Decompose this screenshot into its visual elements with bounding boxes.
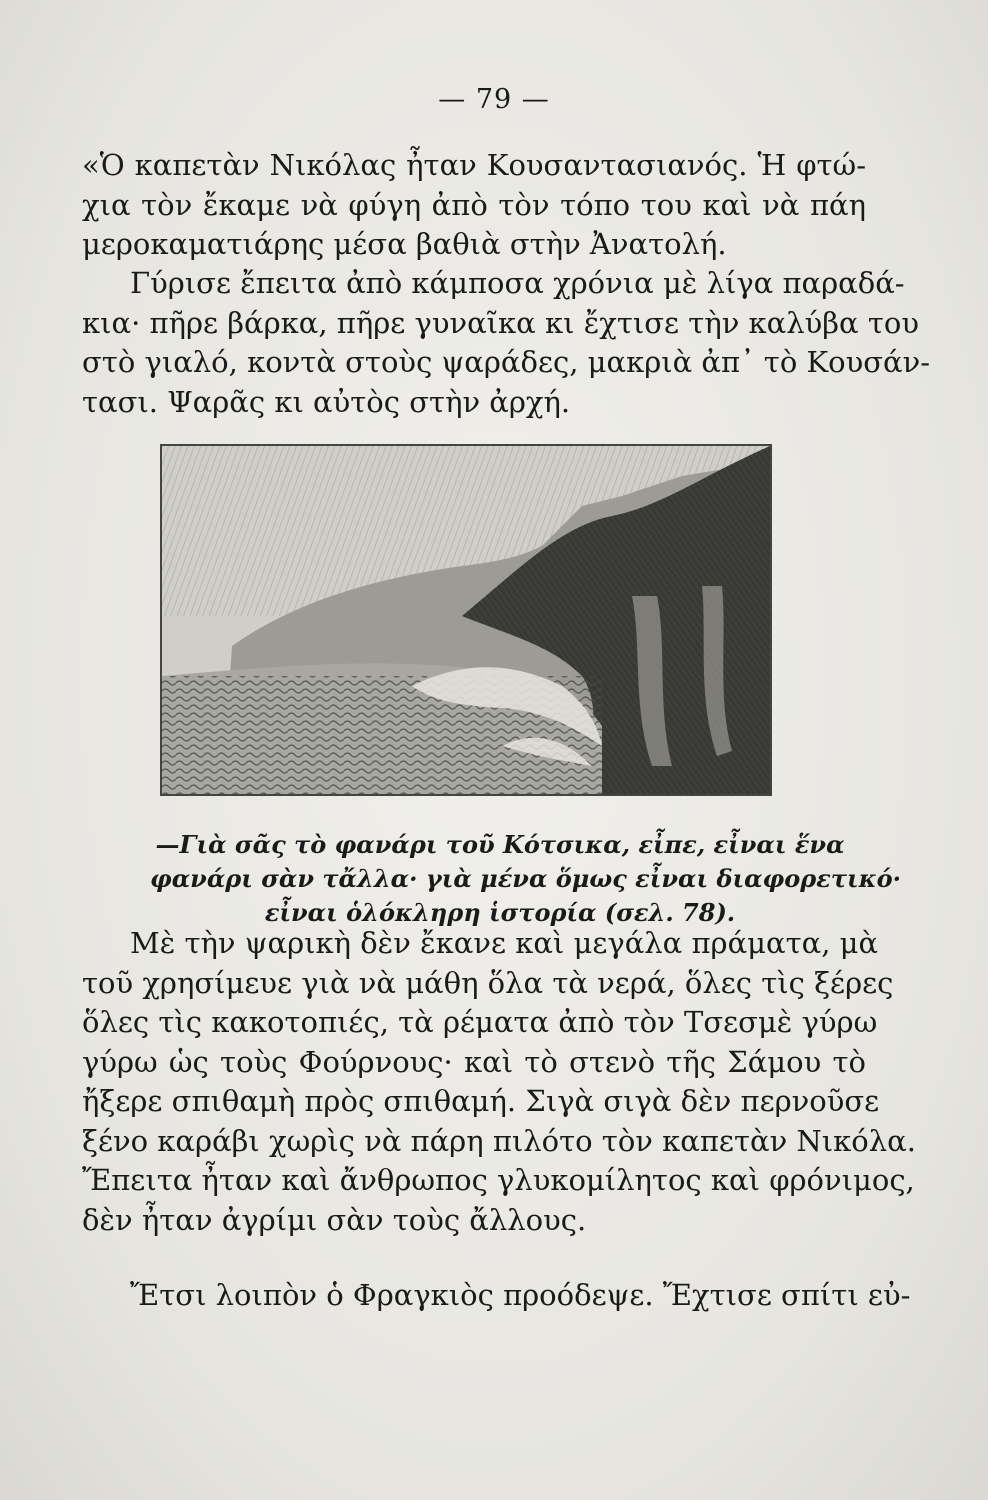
- paragraph-3: [82, 924, 916, 1240]
- paragraph-4: [82, 1276, 911, 1316]
- coastal-cliff-engraving-icon: [162, 446, 770, 794]
- text-line: ξένο καράβι χωρὶς νὰ πάρη πιλότο τὸν καπετὰν Νικόλα.: [82, 1123, 916, 1158]
- figure-caption: [150, 828, 901, 930]
- paragraph-2: [82, 264, 931, 422]
- text-line: χια τὸν ἔκαμε νὰ φύγη ἀπὸ τὸν τόπο του καὶ νὰ πάη: [82, 187, 866, 222]
- text-line: ὅλες τὶς κακοτοπιές, τὰ ρέματα ἀπὸ τὸν Τσεσμὲ γύρω: [82, 1005, 878, 1039]
- text-line: γύρω ὡς τοὺς Φούρνους· καὶ τὸ στενὸ τῆς Σάμου τὸ: [82, 1044, 866, 1079]
- text-line: τασι. Ψαρᾶς κι αὐτὸς στὴν ἀρχή.: [82, 384, 571, 419]
- text-line: Γύρισε ἔπειτα ἀπὸ κάμποσα χρόνια μὲ λίγα παραδά-: [130, 266, 905, 300]
- text-line: τοῦ χρησίμευε γιὰ νὰ μάθη ὅλα τὰ νερά, ὅλες τὶς ξέρες: [82, 965, 894, 1000]
- text-line: κια· πῆρε βάρκα, πῆρε γυναῖκα κι ἔχτισε τὴν καλύβα του: [82, 305, 919, 340]
- caption-line: εἶναι ὁλόκληρη ἱστορία (σελ. 78).: [264, 898, 736, 927]
- caption-line: φανάρι σὰν τἄλλα· γιὰ μένα ὅμως εἶναι διαφορετικό·: [150, 864, 901, 893]
- text-line: δὲν ἦταν ἀγρίμι σὰν τοὺς ἄλλους.: [82, 1202, 587, 1237]
- text-line: στὸ γιαλό, κοντὰ στοὺς ψαράδες, μακριὰ ἀπ᾿ τὸ Κουσάν-: [82, 345, 931, 379]
- text-line: Μὲ τὴν ψαρικὴ δὲν ἔκανε καὶ μεγάλα πράματα, μὰ: [130, 926, 879, 960]
- paragraph-1: [82, 146, 866, 265]
- text-line: Ἔτσι λοιπὸν ὁ Φραγκιὸς προόδεψε. Ἔχτισε σπίτι εὐ-: [130, 1278, 911, 1312]
- text-line: Ἔπειτα ἦταν καὶ ἄνθρωπος γλυκομίλητος καὶ φρόνιμος,: [82, 1163, 915, 1197]
- text-line: ἤξερε σπιθαμὴ πρὸς σπιθαμή. Σιγὰ σιγὰ δὲν περνοῦσε: [82, 1084, 880, 1118]
- cliff-illustration: [160, 444, 772, 796]
- text-line: μεροκαματιάρης μέσα βαθιὰ στὴν Ἀνατολή.: [82, 227, 727, 261]
- text-line: «Ὁ καπετὰν Νικόλας ἦταν Κουσαντασιανός. Ἡ φτώ-: [82, 148, 866, 182]
- caption-line: —Γιὰ σᾶς τὸ φανάρι τοῦ Κότσικα, εἶπε, εἶναι ἕνα: [155, 830, 845, 859]
- page-number: — 79 —: [438, 84, 550, 115]
